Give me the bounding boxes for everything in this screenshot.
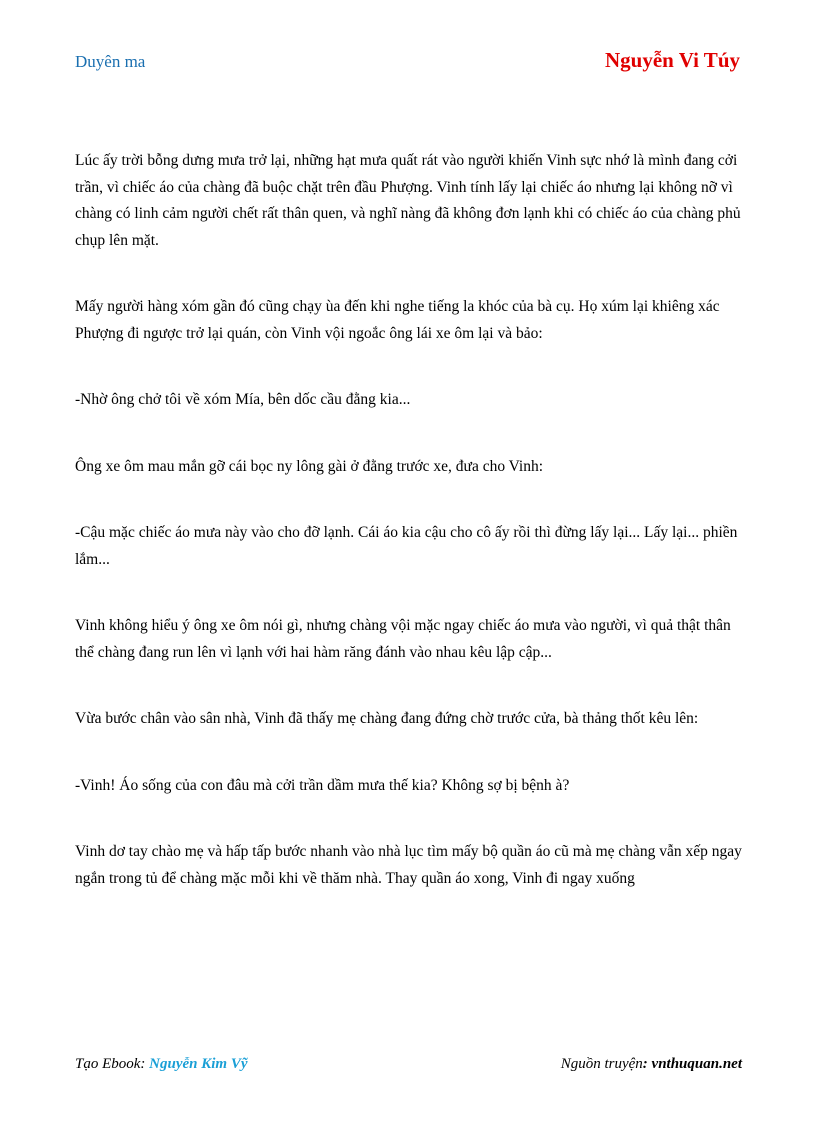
source-credit [561, 1056, 742, 1073]
paragraph: Lúc ấy trời bỗng dưng mưa trở lại, những hạt mưa quất rát vào người khiến Vinh sực nhớ là mình đang cởi trần, vì chiếc áo của chàng đã buộc chặt trên đầu Phượng. Vinh tính lấy lại chiếc áo nhưng lại không nỡ vì chàng có linh cảm người chết rất thân quen, và nghĩ nàng đã không đơn lạnh khi có chiếc áo của chàng phủ chụp lên mặt. [75, 152, 741, 249]
ebook-credit [75, 1056, 248, 1073]
book-title: Duyên ma [75, 52, 146, 71]
paragraph: Mấy người hàng xóm gần đó cũng chạy ùa đến khi nghe tiếng la khóc của bà cụ. Họ xúm lại khiêng xác Phượng đi ngược trở lại quán, còn Vinh vội ngoắc ông lái xe ôm lại và bảo: [75, 298, 720, 342]
paragraph: -Vinh! Áo sống của con đâu mà cởi trần dầm mưa thế kia? Không sợ bị bệnh à? [75, 776, 570, 794]
source-label: Nguồn truyện [560, 1056, 643, 1072]
paragraph: -Nhờ ông chở tôi về xóm Mía, bên dốc cầu đằng kia... [75, 391, 411, 408]
paragraph: Vừa bước chân vào sân nhà, Vinh đã thấy mẹ chàng đang đứng chờ trước cửa, bà thảng thốt kêu lên: [75, 710, 699, 727]
source-separator: : [642, 1056, 652, 1072]
source-site: vnthuquan.net [651, 1056, 742, 1072]
ebook-separator: : [140, 1056, 150, 1072]
page-body [75, 148, 745, 932]
paragraph: -Cậu mặc chiếc áo mưa này vào cho đỡ lạnh. Cái áo kia cậu cho cô ấy rồi thì đừng lấy lại... Lấy lại... phiền lắm... [75, 524, 738, 568]
ebook-label: Tạo Ebook [75, 1056, 141, 1072]
ebook-creator: Nguyễn Kim Vỹ [149, 1056, 248, 1072]
paragraph: Vinh không hiểu ý ông xe ôm nói gì, nhưng chàng vội mặc ngay chiếc áo mưa vào người, vì quả thật thân thể chàng đang run lên vì lạnh với hai hàm răng đánh vào nhau kêu lập cập... [75, 617, 731, 661]
author-name: Nguyễn Vi Túy [605, 48, 740, 72]
paragraph: Ông xe ôm mau mắn gỡ cái bọc ny lông gài ở đằng trước xe, đưa cho Vinh: [75, 457, 544, 475]
paragraph: Vinh dơ tay chào mẹ và hấp tấp bước nhanh vào nhà lục tìm mấy bộ quần áo cũ mà mẹ chàng vẫn xếp ngay ngắn trong tủ để chàng mặc mỗi khi về thăm nhà. Thay quần áo xong, Vinh đi ngay xuống [75, 843, 742, 887]
